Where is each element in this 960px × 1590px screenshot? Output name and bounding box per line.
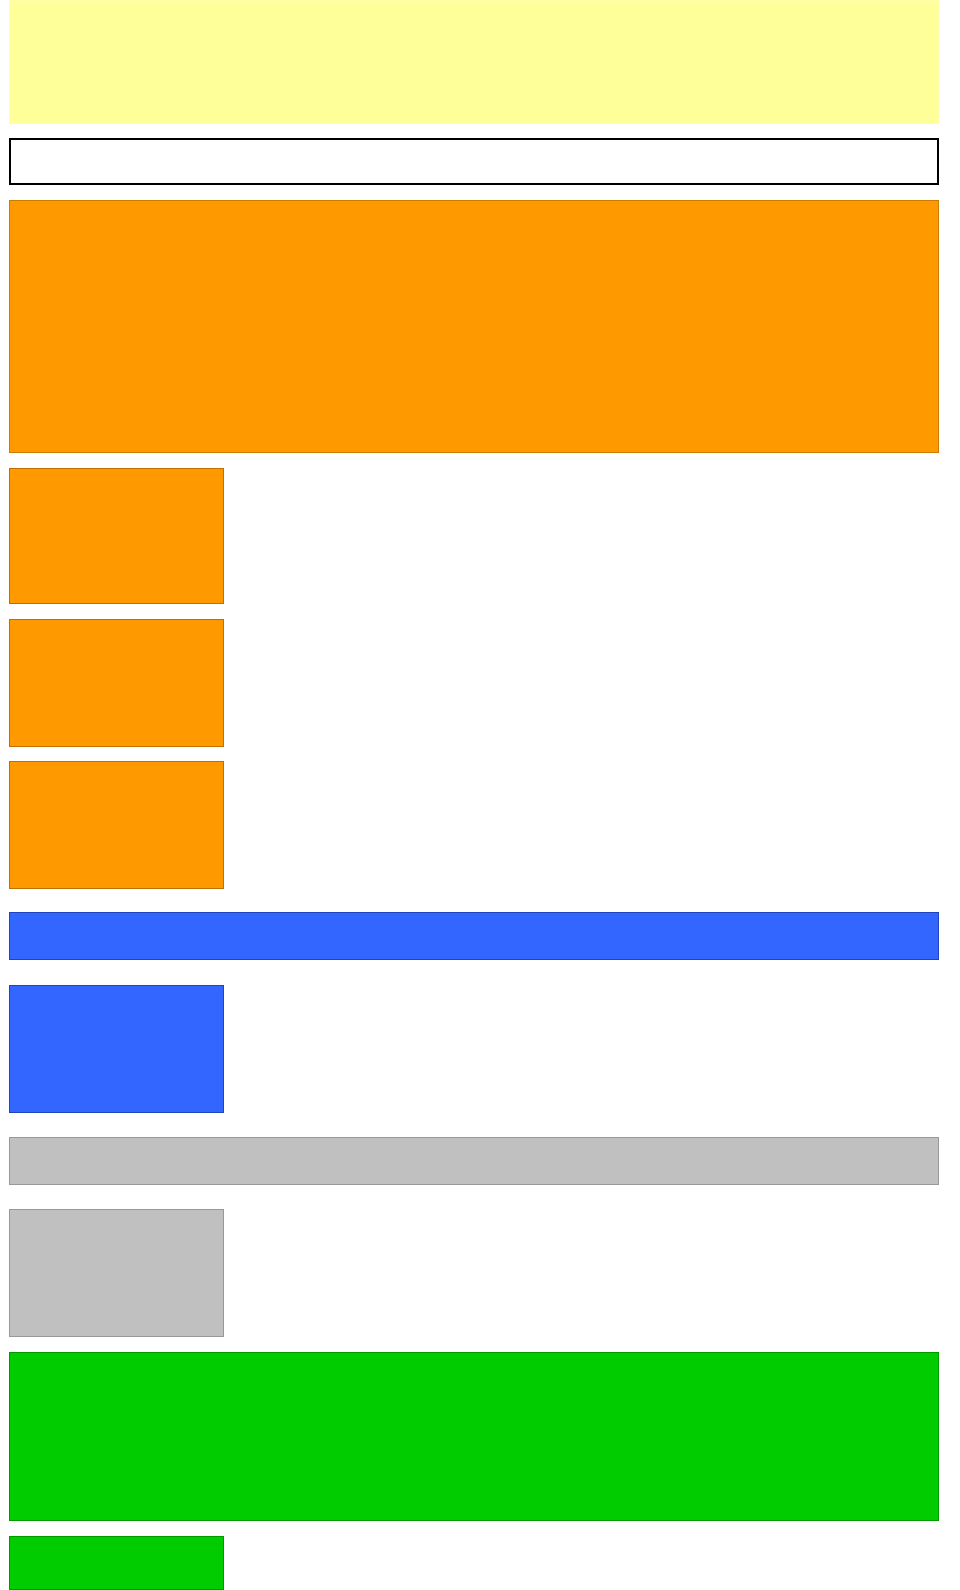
green-section-header — [9, 1352, 939, 1521]
side-label-vieraan-kasittely — [9, 761, 224, 889]
page-title — [9, 138, 939, 185]
side-label-bottom — [9, 1536, 224, 1590]
side-label-kytkettyna — [9, 985, 224, 1113]
orange-section-header — [9, 200, 939, 453]
grey-section-header — [9, 1137, 939, 1185]
side-label-kayttaytyminen — [9, 619, 224, 747]
side-label-vastaaminen — [9, 1209, 224, 1337]
top-section — [9, 0, 939, 124]
blue-section-header — [9, 912, 939, 960]
side-label-esiintyminen — [9, 468, 224, 604]
